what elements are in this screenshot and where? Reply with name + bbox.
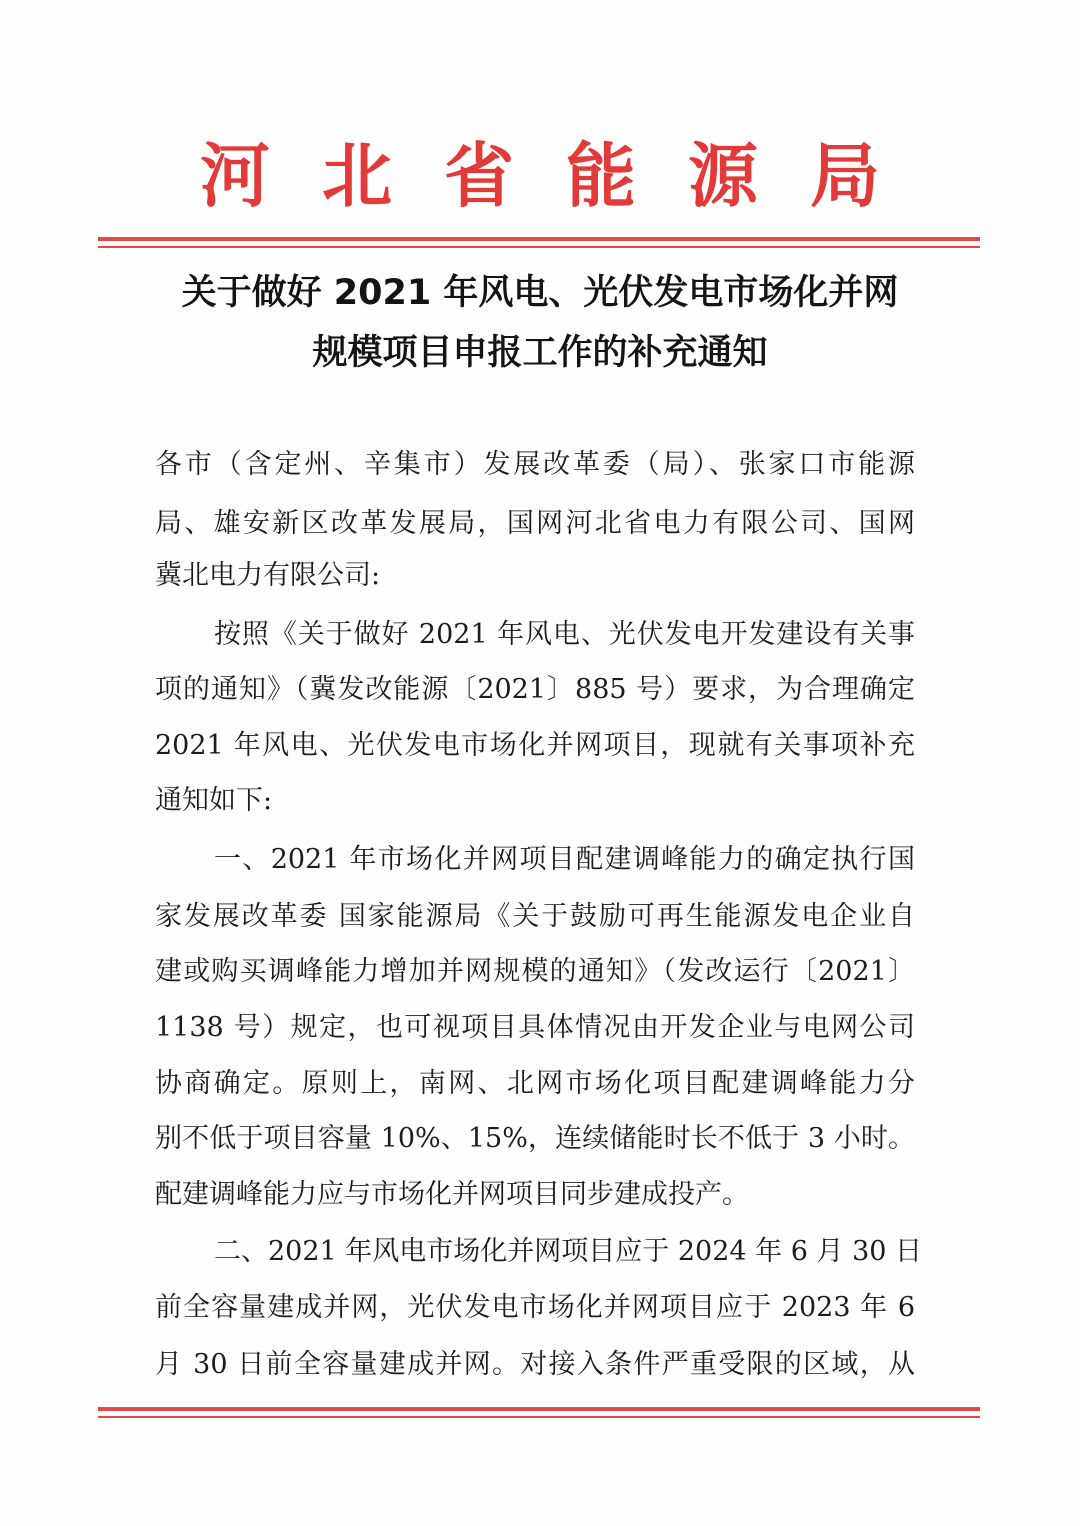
header-rule-thick xyxy=(98,237,980,241)
footer-rule-thick xyxy=(98,1407,980,1411)
header-rule-thin xyxy=(98,246,980,248)
item1-line-7: 配建调峰能力应与市场化并网项目同步建成投产。 xyxy=(155,1179,749,1210)
recipients-line-3: 冀北电力有限公司: xyxy=(155,560,381,591)
footer-rule-thin xyxy=(98,1416,980,1418)
intro-line-3: 2021 年风电、光伏发电市场化并网项目，现就有关事项补充 xyxy=(155,730,915,761)
item2-line-2: 前全容量建成并网，光伏发电市场化并网项目应于 2023 年 6 xyxy=(155,1292,915,1323)
document-title-line-2: 规模项目申报工作的补充通知 xyxy=(312,333,768,373)
item1-line-6: 别不低于项目容量 10%、15%，连续储能时长不低于 3 小时。 xyxy=(155,1123,915,1154)
item2-line-1: 二、2021 年风电市场化并网项目应于 2024 年 6 月 30 日 xyxy=(214,1236,923,1267)
document-title-line-1: 关于做好 2021 年风电、光伏发电市场化并网 xyxy=(181,273,899,313)
intro-line-1: 按照《关于做好 2021 年风电、光伏发电开发建设有关事 xyxy=(214,619,915,650)
issuing-organization: 河北省能源局 xyxy=(200,134,932,217)
item1-line-4: 1138 号）规定，也可视项目具体情况由开发企业与电网公司 xyxy=(155,1012,915,1043)
intro-line-4: 通知如下: xyxy=(155,785,273,816)
item1-line-5: 协商确定。原则上，南网、北网市场化项目配建调峰能力分 xyxy=(155,1068,915,1099)
item1-line-2: 家发展改革委 国家能源局《关于鼓励可再生能源发电企业自 xyxy=(155,901,915,932)
item1-line-3: 建或购买调峰能力增加并网规模的通知》（发改运行〔2021〕 xyxy=(155,956,915,987)
item1-line-1: 一、2021 年市场化并网项目配建调峰能力的确定执行国 xyxy=(214,844,915,875)
item2-line-3: 月 30 日前全容量建成并网。对接入条件严重受限的区域，从 xyxy=(155,1349,915,1380)
recipients-line-2: 局、雄安新区改革发展局，国网河北省电力有限公司、国网 xyxy=(155,508,915,539)
recipients-line-1: 各市（含定州、辛集市）发展改革委（局）、张家口市能源 xyxy=(155,449,915,480)
intro-line-2: 项的通知》（冀发改能源〔2021〕885 号）要求，为合理确定 xyxy=(155,674,915,705)
